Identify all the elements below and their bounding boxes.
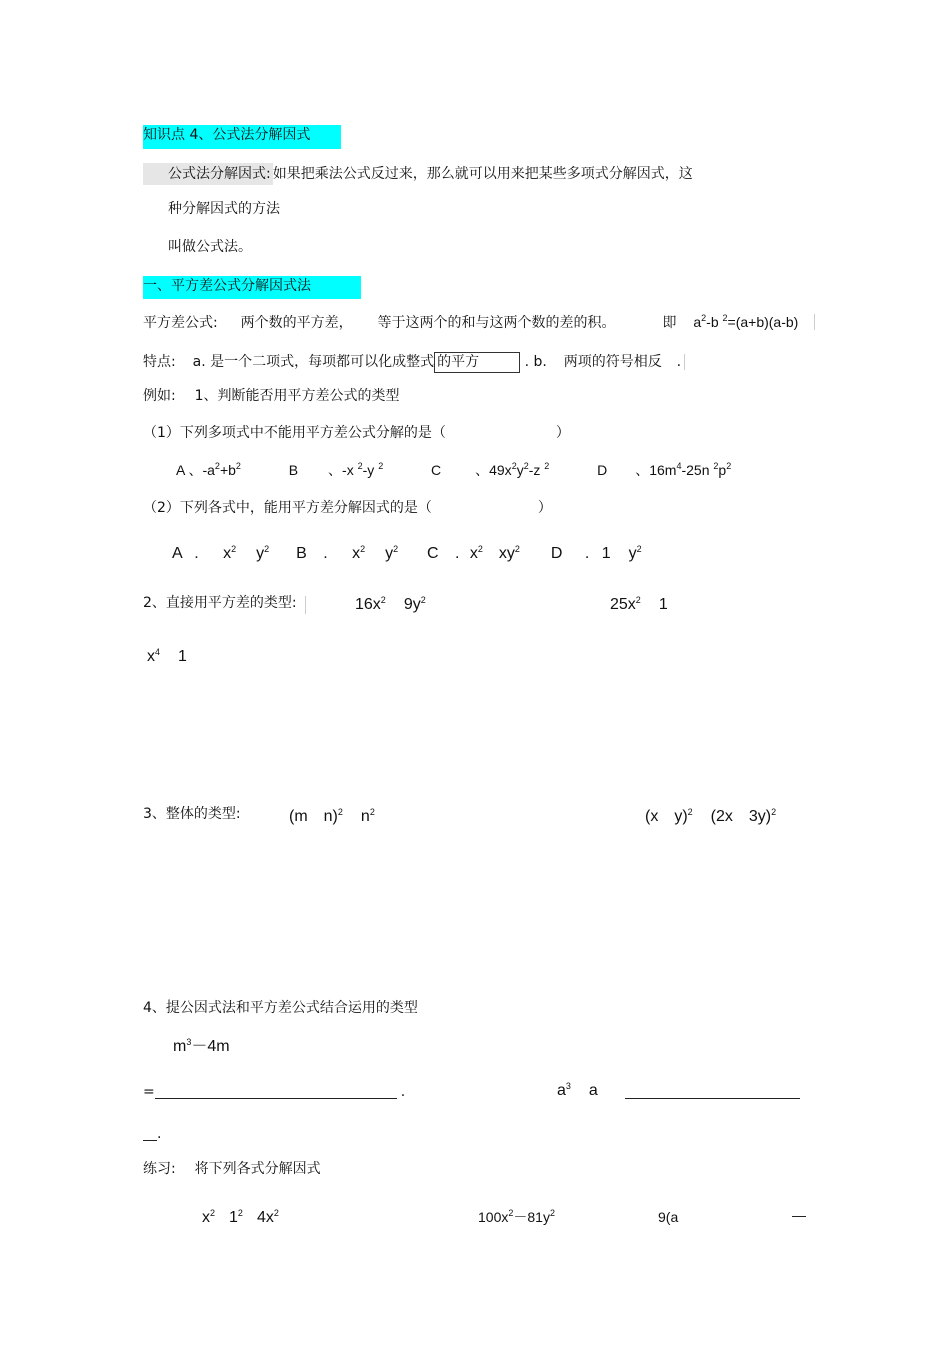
- q2-option-a: A . $x^2$ $y^2$: [172, 544, 270, 562]
- equals-sign: =: [143, 1084, 155, 1100]
- type-4-expr-1: $m^3-4m$: [173, 1037, 230, 1055]
- question-2-text: （2）下列各式中，能用平方差分解因式的是（: [143, 500, 432, 516]
- q1-option-c: C 、$49x^2y^2-z$ $^2$: [430, 461, 550, 478]
- definition-text-1: 如果把乘法公式反过来，那么就可以用来把某些多项式分解因式，这: [272, 166, 693, 182]
- question-2-close: ）: [537, 500, 552, 516]
- answer-blank-2[interactable]: [625, 1084, 800, 1099]
- answer-blank-3[interactable]: [143, 1126, 157, 1141]
- q1-option-a: A 、$-a^2+b^2$: [176, 461, 241, 478]
- formula-part-1: 两个数的平方差，: [240, 315, 353, 331]
- formula-line: [143, 315, 815, 330]
- definition-line-1: [143, 163, 693, 185]
- formula-part-2: 等于这两个的和与这两个数的差的积。: [377, 315, 616, 331]
- type-3-expr-2: (x y)$^2$ (2x 3y)$^2$: [645, 807, 777, 825]
- practice-title: 将下列各式分解因式: [194, 1161, 321, 1177]
- section1-text: 一、平方差公式分解因式法: [143, 278, 311, 294]
- example-line: [143, 389, 400, 403]
- definition-line-3: 叫做公式法。: [168, 239, 252, 255]
- features-b-rest: 两项的符号相反: [563, 354, 662, 370]
- answer-period: .: [400, 1084, 406, 1100]
- q2-option-d: D . 1 $y^2$: [550, 544, 642, 562]
- answer-tail-period: .: [157, 1126, 162, 1142]
- features-label: 特点:: [143, 354, 176, 370]
- heading-text: 知识点 4、公式法分解因式: [143, 127, 311, 143]
- definition-line-2: 种分解因式的方法: [168, 201, 280, 217]
- practice-expr-1: $x^2$ $1^2$ $4x^2$: [202, 1208, 279, 1226]
- section-heading-difference-of-squares: [143, 276, 361, 299]
- formula-part-3: 即: [662, 315, 677, 331]
- features-boxed-term: 的平方: [434, 352, 520, 373]
- features-line: [143, 352, 685, 373]
- question-1-options: [176, 463, 731, 477]
- q2-option-b: B . $x^2$ $y^2$: [296, 544, 399, 562]
- type-2-text: 2、直接用平方差的类型:: [143, 595, 297, 611]
- type-4-answer-line: [143, 1084, 405, 1099]
- type-3-label: 3、整体的类型:: [143, 806, 241, 822]
- q1-option-b: B 、-x $^2$-y $^2$: [288, 461, 384, 478]
- practice-expr-3: 9(a: [658, 1209, 679, 1225]
- example-title: 1、判断能否用平方差公式的类型: [194, 388, 400, 404]
- question-2-options: [172, 546, 642, 562]
- practice-label: 练习:: [143, 1161, 176, 1177]
- type-2-expr-3: $x^4$ 1: [147, 647, 187, 665]
- features-end: .: [677, 354, 685, 370]
- formula-label: 平方差公式:: [143, 315, 218, 331]
- type-2-expr-1: $16x^2$ $9y^2$: [355, 595, 426, 613]
- definition-label: 公式法分解因式:: [143, 163, 273, 185]
- question-2-stem: [143, 501, 552, 515]
- type-4-expr-2: $a^3$ a: [557, 1081, 598, 1099]
- type-3-expr-1: (m n)$^2$ $n^2$: [289, 807, 375, 825]
- q2-option-c: C . $x^2$ $xy^2$: [427, 544, 520, 562]
- features-b-text: . b.: [524, 354, 547, 370]
- answer-blank-1[interactable]: [155, 1084, 397, 1099]
- question-1-close: ）: [555, 425, 570, 441]
- type-4-label: 4、提公因式法和平方差公式结合运用的类型: [143, 1000, 418, 1016]
- section-heading-knowledge-point-4: [143, 125, 341, 149]
- formula-expr-rhs: =(a+b)(a-b): [727, 314, 799, 330]
- practice-expr-3-dash: —: [792, 1207, 806, 1223]
- practice-expr-2: $100x^2-81y^2$: [478, 1208, 555, 1225]
- practice-line: [143, 1162, 321, 1176]
- formula-expression: $a^2-b$ $^2$=(a+b)(a-b): [693, 314, 815, 330]
- question-1-text: （1）下列多项式中不能用平方差公式分解的是（: [143, 425, 446, 441]
- answer-blank-2-wrap: [625, 1084, 800, 1099]
- question-1-stem: [143, 426, 570, 440]
- type-2-label: [143, 596, 306, 614]
- example-label: 例如:: [143, 388, 176, 404]
- type-2-expr-2: $25x^2$ 1: [610, 595, 668, 613]
- q1-option-d: D 、$16m^4-25n$ $^2p^2$: [597, 461, 732, 478]
- features-a-text: a. 是一个二项式，每项都可以化成整式: [192, 354, 435, 370]
- answer-blank-3-wrap: [143, 1126, 161, 1141]
